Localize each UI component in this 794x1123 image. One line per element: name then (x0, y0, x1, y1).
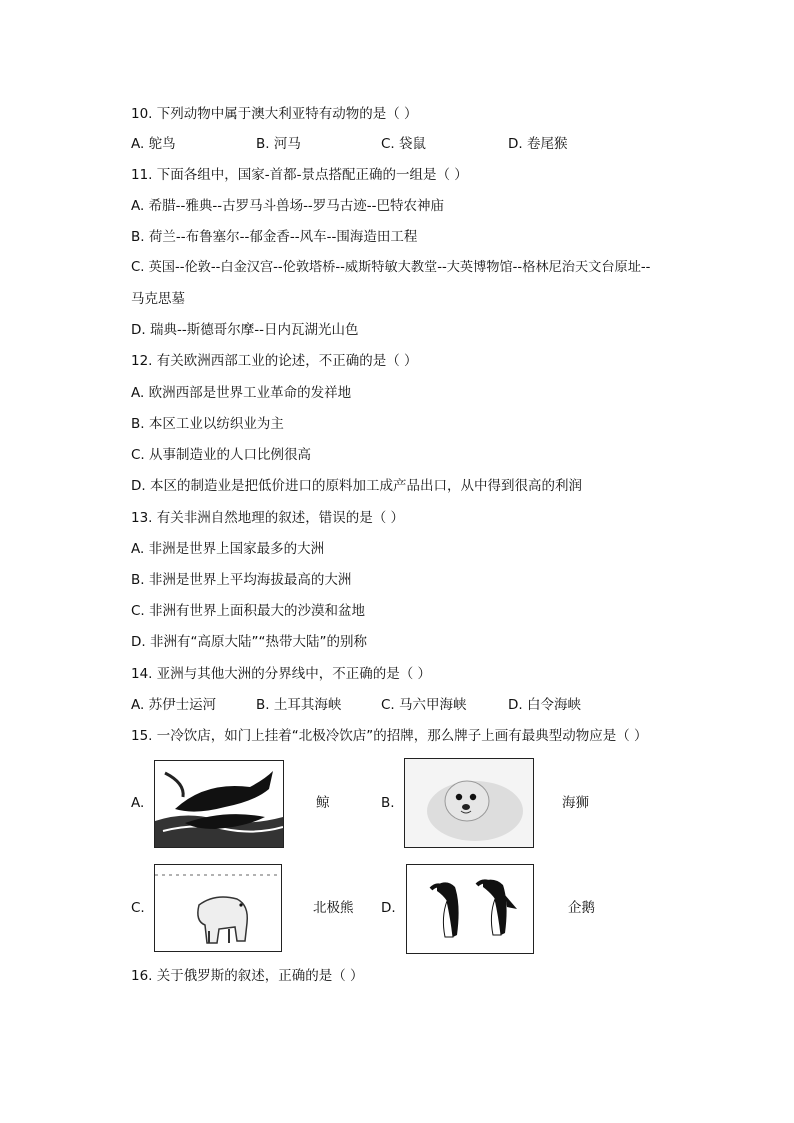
q11-option-b[interactable]: B. 荷兰--布鲁塞尔--郁金香--风车--围海造田工程 (131, 229, 418, 245)
q11-option-a[interactable]: A. 希腊--雅典--古罗马斗兽场--罗马古迹--巴特农神庙 (131, 198, 445, 214)
q16-stem: 16. 关于俄罗斯的叙述，正确的是（ ） (131, 968, 364, 984)
q15-option-d-label: 企鹅 (568, 900, 595, 916)
sea-lion-icon (405, 759, 533, 847)
q15-option-a-label: 鲸 (316, 795, 330, 811)
q14-option-a[interactable]: A. 苏伊士运河 (131, 697, 217, 713)
q15-option-a-letter[interactable]: A. (131, 795, 145, 811)
q15-option-c-letter[interactable]: C. (131, 900, 145, 916)
q10-option-b[interactable]: B. 河马 (256, 136, 301, 152)
q12-stem: 12. 有关欧洲西部工业的论述，不正确的是（ ） (131, 353, 418, 369)
penguin-icon (407, 865, 533, 953)
sea-lion-image[interactable] (404, 758, 534, 848)
q11-option-d[interactable]: D. 瑞典--斯德哥尔摩--日内瓦湖光山色 (131, 322, 359, 338)
q10-option-c[interactable]: C. 袋鼠 (381, 136, 427, 152)
polar-bear-icon (155, 865, 281, 951)
q12-option-d[interactable]: D. 本区的制造业是把低价进口的原料加工成产品出口，从中得到很高的利润 (131, 478, 582, 494)
q13-option-a[interactable]: A. 非洲是世界上国家最多的大洲 (131, 541, 325, 557)
q14-option-b[interactable]: B. 土耳其海峡 (256, 697, 342, 713)
q14-option-c[interactable]: C. 马六甲海峡 (381, 697, 467, 713)
q12-option-b[interactable]: B. 本区工业以纺织业为主 (131, 416, 284, 432)
q15-option-c-label: 北极熊 (313, 900, 354, 916)
q14-option-d[interactable]: D. 白令海峡 (508, 697, 581, 713)
whale-icon (155, 761, 283, 847)
q15-option-d-letter[interactable]: D. (381, 900, 396, 916)
q12-option-a[interactable]: A. 欧洲西部是世界工业革命的发祥地 (131, 385, 352, 401)
q15-stem: 15. 一冷饮店，如门上挂着“北极冷饮店”的招牌，那么牌子上画有最典型动物应是（ ） (131, 728, 648, 744)
polar-bear-image[interactable] (154, 864, 282, 952)
q12-option-c[interactable]: C. 从事制造业的人口比例很高 (131, 447, 312, 463)
q10-option-a[interactable]: A. 鸵鸟 (131, 136, 176, 152)
q14-stem: 14. 亚洲与其他大洲的分界线中，不正确的是（ ） (131, 666, 432, 682)
whale-image[interactable] (154, 760, 284, 848)
q11-option-c-cont: 马克思墓 (131, 291, 185, 307)
q13-stem: 13. 有关非洲自然地理的叙述，错误的是（ ） (131, 510, 405, 526)
q11-stem: 11. 下面各组中，国家-首都-景点搭配正确的一组是（ ） (131, 167, 468, 183)
q13-option-b[interactable]: B. 非洲是世界上平均海拔最高的大洲 (131, 572, 352, 588)
q15-option-b-letter[interactable]: B. (381, 795, 395, 811)
q15-option-b-label: 海狮 (562, 795, 589, 811)
penguin-image[interactable] (406, 864, 534, 954)
q13-option-c[interactable]: C. 非洲有世界上面积最大的沙漠和盆地 (131, 603, 366, 619)
q11-option-c[interactable]: C. 英国--伦敦--白金汉宫--伦敦塔桥--威斯特敏大教堂--大英博物馆--格林尼治天文台原址-- (131, 260, 651, 275)
q10-option-d[interactable]: D. 卷尾猴 (508, 136, 568, 152)
q13-option-d[interactable]: D. 非洲有“高原大陆”“热带大陆”的别称 (131, 634, 367, 650)
q10-stem: 10. 下列动物中属于澳大利亚特有动物的是（ ） (131, 106, 418, 122)
